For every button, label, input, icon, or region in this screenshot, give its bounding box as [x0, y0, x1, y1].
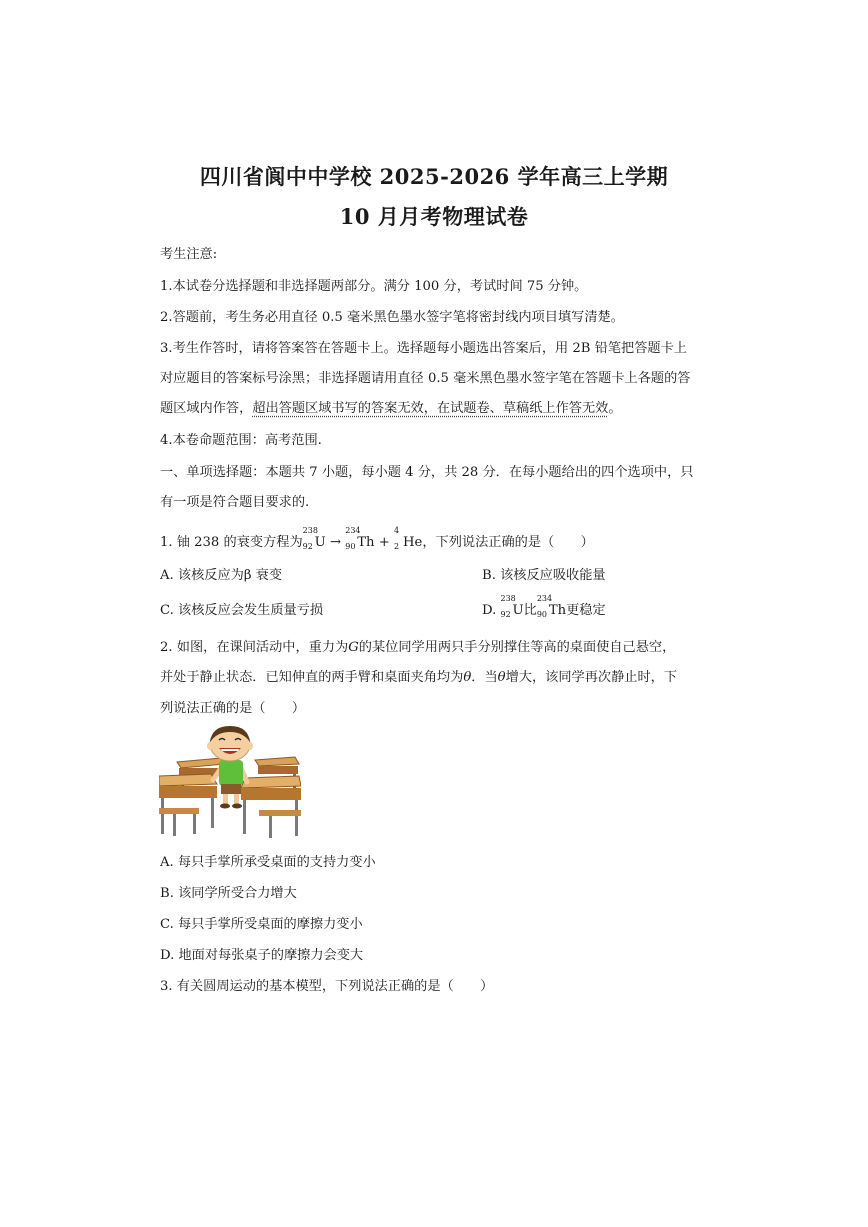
q1-option-c: C. 该核反应会发生质量亏损 [160, 603, 324, 618]
notice-item-3-line3-end: 。 [608, 401, 622, 416]
q2-option-c: C. 每只手掌所受桌面的摩擦力变小 [160, 917, 363, 932]
q3-stem: 3. 有关圆周运动的基本模型，下列说法正确的是（ ） [160, 979, 494, 994]
notice-item-2: 2.答题前，考生务必用直径 0.5 毫米黑色墨水签字笔将密封线内项目填写清楚。 [160, 310, 624, 325]
q2-option-b: B. 该同学所受合力增大 [160, 886, 297, 901]
q2-option-a: A. 每只手掌所承受桌面的支持力变小 [160, 855, 376, 870]
q1-option-d: D. 238 92 U比 234 90 Th更稳定 [482, 594, 606, 619]
notice-emphasis: 超出答题区域书写的答案无效，在试题卷、草稿纸上作答无效 [252, 401, 609, 416]
notice-item-3-line1: 3.考生作答时，请将答案答在答题卡上。选择题每小题选出答案后，用 2B 铅笔把答题卡上 [160, 341, 687, 356]
q1-stem-suffix: ，下列说法正确的是（ ） [422, 535, 594, 550]
nuclide-he4: 4 2 He [394, 526, 423, 551]
q1-stem-prefix: 1. 铀 238 的衰变方程为 [160, 535, 303, 550]
q2-option-d: D. 地面对每张桌子的摩擦力会变大 [160, 948, 364, 963]
q2-stem-line2: 并处于静止状态．已知伸直的两手臂和桌面夹角均为θ．当θ增大，该同学再次静止时，下 [160, 670, 678, 685]
nuclide-u238: 238 92 U [500, 594, 524, 619]
section1-instructions-line2: 有一项是符合题目要求的. [160, 495, 310, 510]
section1-instructions-line1: 一、单项选择题：本题共 7 小题，每小题 4 分，共 28 分．在每小题给出的四个选项中，只 [160, 465, 694, 480]
notice-item-3-line3 [160, 397, 622, 416]
q1-option-b: B. 该核反应吸收能量 [482, 568, 606, 583]
notice-item-1: 1.本试卷分选择题和非选择题两部分。满分 100 分，考试时间 75 分钟。 [160, 279, 588, 294]
notice-item-4: 4.本卷命题范围：高考范围. [160, 433, 322, 448]
nuclide-th234: 234 90 Th [345, 526, 375, 551]
notice-item-3-line2: 对应题目的答案标号涂黑；非选择题请用直径 0.5 毫米黑色墨水签字笔在答题卡上各题的答 [160, 371, 691, 386]
theta-symbol: θ [497, 670, 506, 685]
q1-decay-equation [302, 526, 423, 551]
reaction-arrow: → [329, 535, 342, 550]
exam-title-line2: 10 月月考物理试卷 [339, 204, 529, 229]
notice-item-3-line3-start: 题区域内作答， [160, 401, 253, 416]
theta-symbol: θ [463, 670, 472, 685]
plus-sign: + [378, 535, 390, 550]
notice-heading: 考生注意: [160, 247, 218, 262]
q1-option-a: A. 该核反应为β 衰变 [160, 568, 283, 583]
nuclide-th234: 234 90 Th [536, 594, 567, 619]
q2-stem-line1: 2. 如图，在课间活动中，重力为G的某位同学用两只手分别撑住等高的桌面使自己悬空， [160, 640, 676, 655]
gravity-symbol: G [348, 640, 359, 655]
nuclide-u238: 238 92 U [302, 526, 326, 551]
q2-illustration [159, 724, 301, 840]
q2-stem-line3: 列说法正确的是（ ） [160, 701, 306, 716]
exam-title-line1: 四川省阆中中学校 2025-2026 学年高三上学期 [199, 164, 669, 189]
q1-stem [160, 526, 594, 551]
